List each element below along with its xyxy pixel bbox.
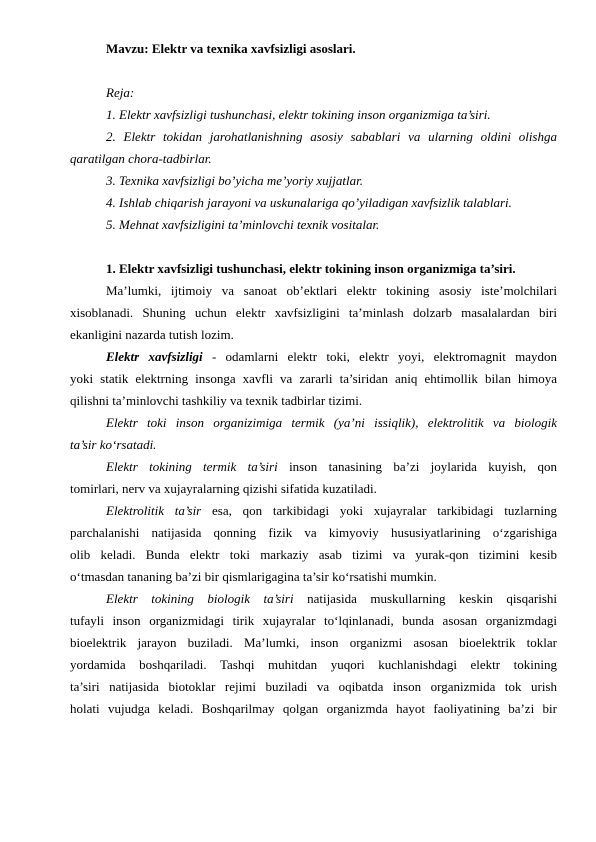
plan-item: 5. Mehnat xavfsizligini ta’minlovchi texnik vositalar. [106,217,380,232]
paragraph-line: holati vujudga keladi. Boshqarilmay qolgan organizmda hayot faoliyatining ba’zi bir [70,701,557,716]
paragraph-line: yoki statik elektrning insonga xavfli va zararli ta’siridan aniq ehtimollik bilan himoya [70,371,557,386]
paragraph-line: yordamida boshqariladi. Tashqi muhitdan yuqori kuchlanishdagi elektr tokining [70,657,557,672]
section-title: 1. Elektr xavfsizligi tushunchasi, elektr tokining inson organizmiga ta’siri. [106,261,516,276]
plan-item: 2. Elektr tokidan jarohatlanishning asosiy sabablari va ularning oldini olishga [106,129,557,144]
paragraph-line [70,456,557,478]
paragraph-line: qilishni ta’minlovchi tashkiliy va texnik tadbirlar tizimi. [70,393,363,408]
plan-item: 3. Texnika xavfsizligi bo’yicha me’yoriy xujjatlar. [106,173,363,188]
paragraph-line: ta’siri natijasida biotoklar rejimi buziladi va oqibatda inson organizmida tok urish [70,679,557,694]
term-thermal-effect: Elektr tokining termik ta’siri [106,459,278,474]
spacer [70,236,557,258]
paragraph-line [70,346,557,368]
paragraph-line: o‘tmasdan tananing ba’zi bir qismlarigagina ta’sir ko‘rsatishi mumkin. [70,569,437,584]
paragraph-line: xisoblanadi. Shuning uchun elektr xavfsizligini ta’minlash dolzarb masalalardan biri [70,305,557,320]
paragraph-text: natijasida muskullarning keskin qisqarishi [293,591,557,606]
paragraph-line: ekanligini nazarda tutish lozim. [70,327,234,342]
paragraph-text: inson tanasining ba’zi joylarida kuyish, qon [277,459,557,474]
topic-title: Mavzu: Elektr va texnika xavfsizligi asoslari. [106,41,356,56]
paragraph-line: tomirlari, nerv va xujayralarning qizishi sifatida kuzatiladi. [70,481,377,496]
paragraph-line: Ma’lumki, ijtimoiy va sanoat ob’ektlari elektr tokining asosiy iste’molchilari [106,283,557,298]
plan-item: 1. Elektr xavfsizligi tushunchasi, elektr tokining inson organizmiga ta’siri. [106,107,491,122]
paragraph-line: olib keladi. Bunda elektr toki markaziy asab tizimi va yurak-qon tizimini kesib [70,547,557,562]
paragraph-line [70,500,557,522]
paragraph-line: bioelektrik jarayon buziladi. Ma’lumki, inson organizmi asosan bioelektrik toklar [70,635,557,650]
plan-item-continuation: qaratilgan chora-tadbirlar. [70,151,212,166]
paragraph-text: esa, qon tarkibidagi yoki xujayralar tarkibidagi tuzlarning [201,503,557,518]
paragraph-text: - odamlarni elektr toki, elektr yoyi, elektromagnit maydon [202,349,557,364]
paragraph-line: parchalanishi natijasida qonning fizik va kimyoviy hususiyatlarining o‘zgarishiga [70,525,557,540]
document-page [70,38,557,720]
paragraph-line: Elektr toki inson organizimiga termik (ya’ni issiqlik), elektrolitik va biologik [106,415,557,430]
spacer [70,60,557,82]
paragraph-line [70,588,557,610]
paragraph-line: tufayli inson organizmidagi tirik xujayralar to‘lqinlanadi, bunda asosan organizmdagi [70,613,557,628]
paragraph-line: ta’sir ko‘rsatadi. [70,437,157,452]
plan-heading: Reja: [106,85,135,100]
term-electric-safety: Elektr xavfsizligi [106,349,203,364]
plan-item: 4. Ishlab chiqarish jarayoni va uskunalariga qo’yiladigan xavfsizlik talablari. [106,195,512,210]
term-biological-effect: Elektr tokining biologik ta’siri [106,591,294,606]
term-electrolytic-effect: Elektrolitik ta’sir [106,503,202,518]
